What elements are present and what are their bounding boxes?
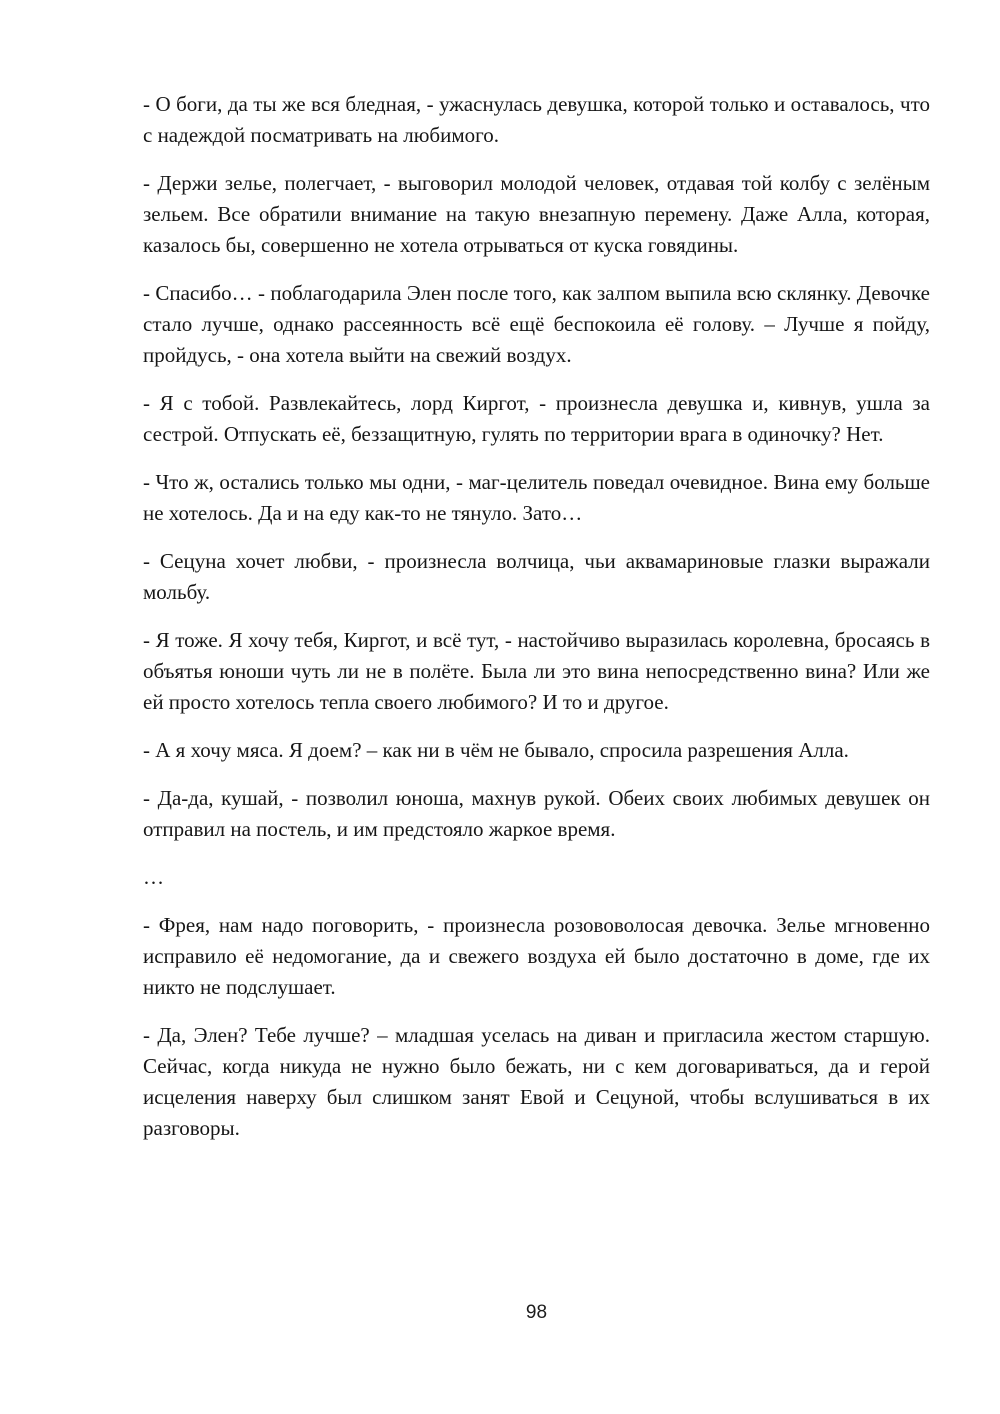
paragraph: - Да-да, кушай, - позволил юноша, махнув рукой. Обеих своих любимых девушек он отправил на постель, и им предстояло жаркое время. bbox=[143, 786, 930, 841]
paragraph: - Фрея, нам надо поговорить, - произнесла розововолосая девочка. Зелье мгновенно исправило её недомогание, да и свежего воздуха ей было достаточно в доме, где их никто не подслушает. bbox=[143, 913, 930, 999]
paragraph-ellipsis: … bbox=[143, 865, 164, 889]
paragraph: - Что ж, остались только мы одни, - маг-целитель поведал очевидное. Вина ему больше не хотелось. Да и на еду как-то не тянуло. Зато… bbox=[143, 470, 930, 525]
paragraph: - Да, Элен? Тебе лучше? – младшая уселась на диван и пригласила жестом старшую. Сейчас, когда никуда не нужно было бежать, ни с кем договариваться, да и герой исцеления наверху был слишком занят Евой и Сецуной, чтобы вслушиваться в их разговоры. bbox=[143, 1023, 930, 1140]
paragraph: - Сецуна хочет любви, - произнесла волчица, чьи аквамариновые глазки выражали мольбу. bbox=[143, 549, 930, 604]
text-block bbox=[143, 89, 930, 1161]
paragraph: - А я хочу мяса. Я доем? – как ни в чём не бывало, спросила разрешения Алла. bbox=[143, 738, 849, 762]
page-number: 98 bbox=[525, 1302, 548, 1323]
paragraph: - Спасибо… - поблагодарила Элен после того, как залпом выпила всю склянку. Девочке стало лучше, однако рассеянность всё ещё беспокоила её голову. – Лучше я пойду, пройдусь, - она хотела выйти на свежий воздух. bbox=[143, 281, 930, 367]
paragraph: - Я тоже. Я хочу тебя, Киргот, и всё тут, - настойчиво выразилась королевна, бросаясь в объятья юноши чуть ли не в полёте. Была ли это вина непосредственно вина? Или же ей просто хотелось тепла своего любимого? И то и другое. bbox=[143, 628, 930, 714]
paragraph: - Держи зелье, полегчает, - выговорил молодой человек, отдавая той колбу с зелёным зельем. Все обратили внимание на такую внезапную перемену. Даже Алла, которая, казалось бы, совершенно не хотела отрываться от куска говядины. bbox=[143, 171, 930, 257]
paragraph: - О боги, да ты же вся бледная, - ужаснулась девушка, которой только и оставалось, что с надеждой посматривать на любимого. bbox=[143, 92, 930, 147]
paragraph: - Я с тобой. Развлекайтесь, лорд Киргот, - произнесла девушка и, кивнув, ушла за сестрой. Отпускать её, беззащитную, гулять по территории врага в одиночку? Нет. bbox=[143, 391, 930, 446]
